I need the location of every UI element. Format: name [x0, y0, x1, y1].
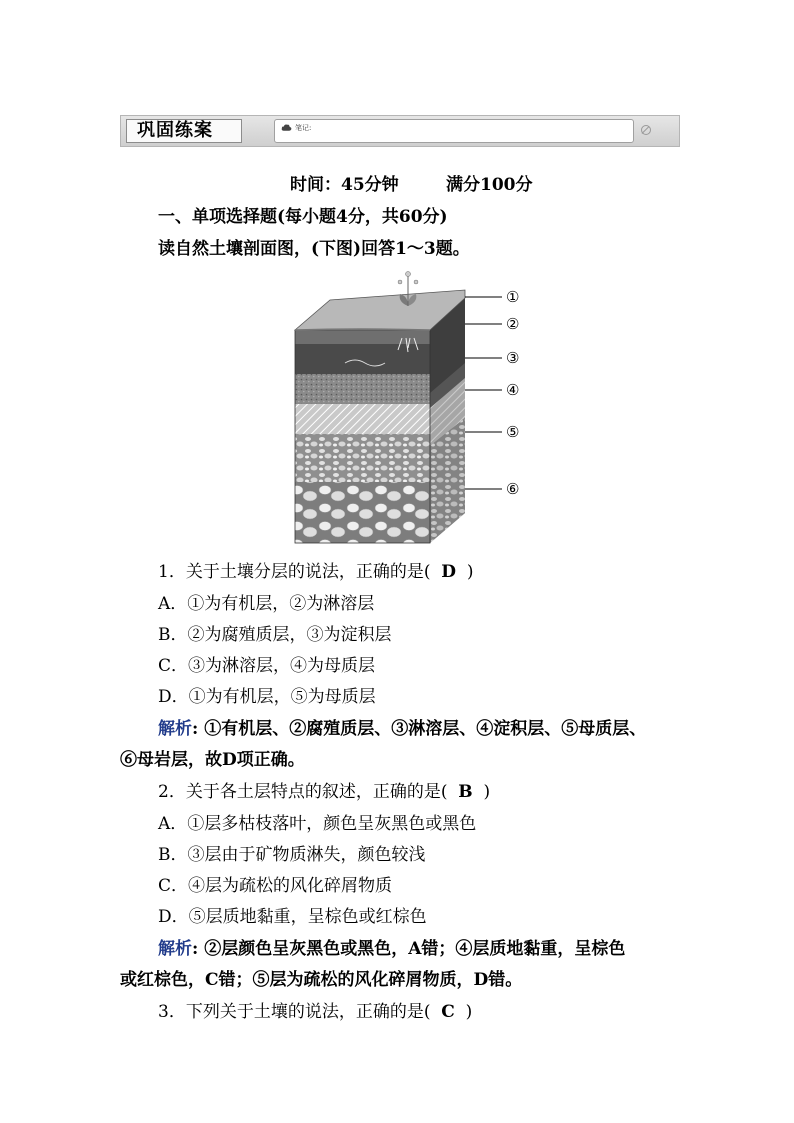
question-2-analysis: 解析: ②层颜色呈灰黑色或黑色，A错；④层质地黏重，呈棕色 — [158, 939, 626, 959]
question-2-analysis-cont: 或红棕色，C错；⑤层为疏松的风化碎屑物质，D错。 — [120, 970, 523, 990]
analysis-label: 解析 — [158, 719, 192, 739]
question-1-analysis: 解析: ①有机层、②腐殖质层、③淋溶层、④淀积层、⑤母质层、 — [158, 719, 647, 739]
time-label: 时间：45分钟 — [290, 175, 399, 195]
note-label: 笔记: — [295, 124, 312, 132]
layer-organic — [295, 330, 430, 344]
header-bar — [120, 115, 680, 147]
clear-icon[interactable] — [641, 125, 651, 135]
layer-bedrock — [295, 482, 430, 543]
question-1-option-d: D．①为有机层，⑤为母质层 — [158, 687, 376, 707]
question-1-option-a: A．①为有机层，②为淋溶层 — [158, 594, 375, 614]
marker-5: ⑤ — [506, 423, 520, 441]
question-2-option-c: C．④层为疏松的风化碎屑物质 — [158, 876, 393, 896]
question-3-stem: 3．下列关于土壤的说法，正确的是( C ) — [158, 1002, 473, 1022]
question-2-stem: 2．关于各土层特点的叙述，正确的是( B ) — [158, 782, 491, 802]
soil-profile-figure — [290, 268, 540, 548]
marker-4: ④ — [506, 381, 520, 399]
section-title: 一、单项选择题(每小题4分，共60分) — [158, 207, 448, 227]
layer-eluvial — [295, 374, 430, 404]
note-input[interactable] — [274, 119, 634, 143]
marker-2: ② — [506, 315, 520, 333]
plant-icon — [398, 272, 418, 307]
question-2-option-a: A．①层多枯枝落叶，颜色呈灰黑色或黑色 — [158, 814, 477, 834]
section-intro: 读自然土壤剖面图，(下图)回答1～3题。 — [158, 239, 470, 259]
layer-parent — [295, 434, 430, 482]
section-tab: 巩固练案 — [126, 119, 242, 143]
question-1-stem: 1．关于土壤分层的说法，正确的是( D ) — [158, 562, 474, 582]
analysis-label: 解析 — [158, 939, 192, 959]
marker-1: ① — [506, 288, 520, 306]
question-1-option-c: C．③为淋溶层，④为母质层 — [158, 656, 376, 676]
question-3-answer: C — [441, 1002, 455, 1022]
marker-3: ③ — [506, 349, 520, 367]
question-2-option-d: D．⑤层质地黏重，呈棕色或红棕色 — [158, 907, 427, 927]
layer-humus — [295, 344, 430, 374]
question-2-option-b: B．③层由于矿物质淋失，颜色较浅 — [158, 845, 426, 865]
question-2-answer: B — [458, 782, 473, 802]
question-1-option-b: B．②为腐殖质层，③为淀积层 — [158, 625, 392, 645]
score-label: 满分100分 — [446, 175, 533, 195]
question-1-analysis-cont: ⑥母岩层，故D项正确。 — [120, 750, 305, 770]
question-1-answer: D — [441, 562, 457, 582]
cloud-icon — [281, 123, 292, 132]
layer-illuvial — [295, 404, 430, 434]
marker-6: ⑥ — [506, 480, 520, 498]
